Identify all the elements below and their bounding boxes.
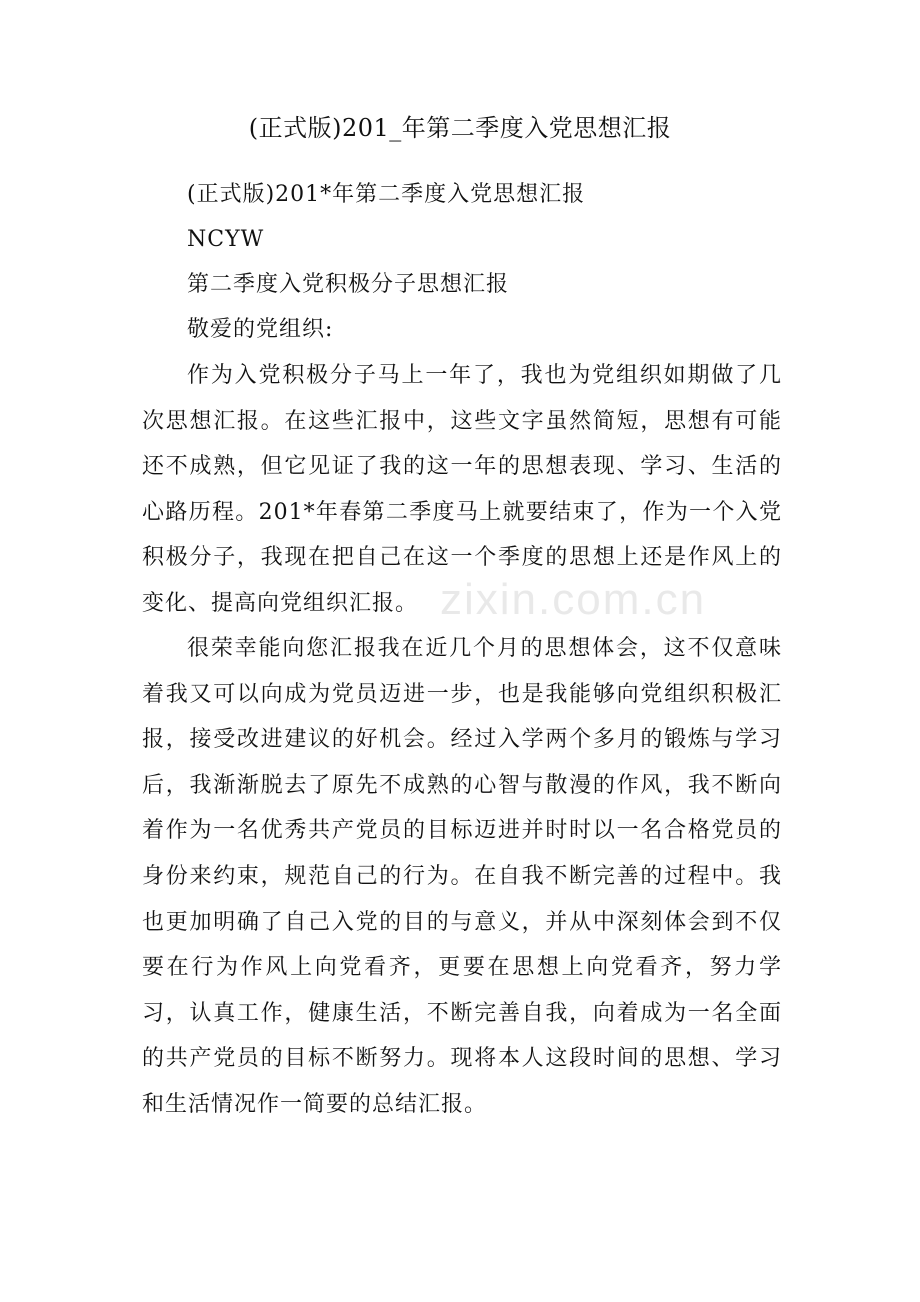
document-code: NCYW (187, 227, 265, 252)
report-heading: 第二季度入党积极分子思想汇报 (187, 272, 510, 297)
page-title: (正式版)201_年第二季度入党思想汇报 (248, 114, 672, 142)
document-subtitle: (正式版)201*年第二季度入党思想汇报 (187, 182, 586, 207)
body-paragraph-1: 作为入党积极分子马上一年了，我也为党组织如期做了几次思想汇报。在这些汇报中，这些文字虽然简短，思想有可能还不成熟，但它见证了我的这一年的思想表现、学习、生活的心路历程。201*年春第二季度马上就要结束了，作为一个入党积极分子，我现在把自己在这一个季度的思想上还是作风上的变化、提高向党组织汇报。 (142, 363, 782, 616)
body-paragraph-2: 很荣幸能向您汇报我在近几个月的思想体会，这不仅意味着我又可以向成为党员迈进一步，也是我能够向党组织积极汇报，接受改进建议的好机会。经过入学两个多月的锻炼与学习后，我渐渐脱去了原先不成熟的心智与散漫的作风，我不断向着作为一名优秀共产党员的目标迈进并时时以一名合格党员的身份来约束，规范自己的行为。在自我不断完善的过程中。我也更加明确了自己入党的目的与意义，并从中深刻体会到不仅要在行为作风上向党看齐，更要在思想上向党看齐，努力学习，认真工作，健康生活，不断完善自我，向着成为一名全面的共产党员的目标不断努力。现将本人这段时间的思想、学习和生活情况作一简要的总结汇报。 (142, 636, 782, 1117)
watermark: zixin.com.cn (440, 575, 707, 624)
salutation: 敬爱的党组织: (187, 317, 334, 342)
